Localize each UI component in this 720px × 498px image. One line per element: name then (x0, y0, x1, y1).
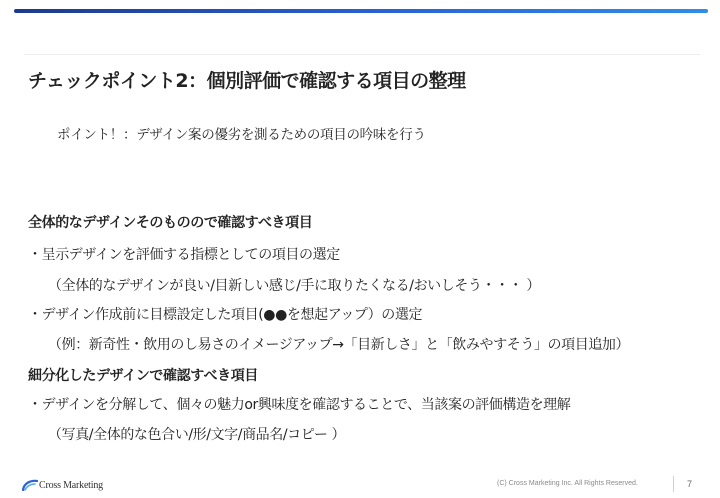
slide-title: チェックポイント2：個別評価で確認する項目の整理 (28, 70, 466, 92)
page-number: 7 (687, 479, 693, 489)
top-accent-bar (14, 9, 708, 13)
footer-divider (673, 476, 674, 492)
detail-target-example: （例：新奇性・飲用のし易さのイメージアップ→「目新しさ」と「飲みやすそう」の項目追加） (48, 337, 630, 353)
cross-marketing-logo-icon (22, 479, 38, 491)
title-divider (24, 54, 700, 55)
logo-text: Cross Marketing (39, 479, 103, 491)
detail-components: （写真/全体的な色合い/形/文字/商品名/コピー ） (48, 427, 346, 443)
copyright-notice: (C) Cross Marketing Inc. All Rights Reserved. (497, 480, 638, 487)
bullet-decompose-design: ・デザインを分解して、個々の魅力or興味度を確認することで、当該案の評価構造を理解 (28, 397, 571, 413)
detail-overall-examples: （全体的なデザインが良い/目新しい感じ/手に取りたくなる/おいしそう・・・ ） (48, 278, 541, 294)
bullet-evaluation-metrics: ・呈示デザインを評価する指標としての項目の選定 (28, 247, 340, 263)
section-heading-detailed: 細分化したデザインで確認すべき項目 (28, 368, 258, 384)
point-statement: ポイント！：デザイン案の優劣を測るための項目の吟味を行う (57, 127, 426, 143)
section-heading-overall: 全体的なデザインそのものので確認すべき項目 (28, 215, 313, 231)
bullet-target-items: ・デザイン作成前に目標設定した項目(●●を想起アップ）の選定 (28, 307, 423, 323)
company-logo (22, 477, 103, 493)
